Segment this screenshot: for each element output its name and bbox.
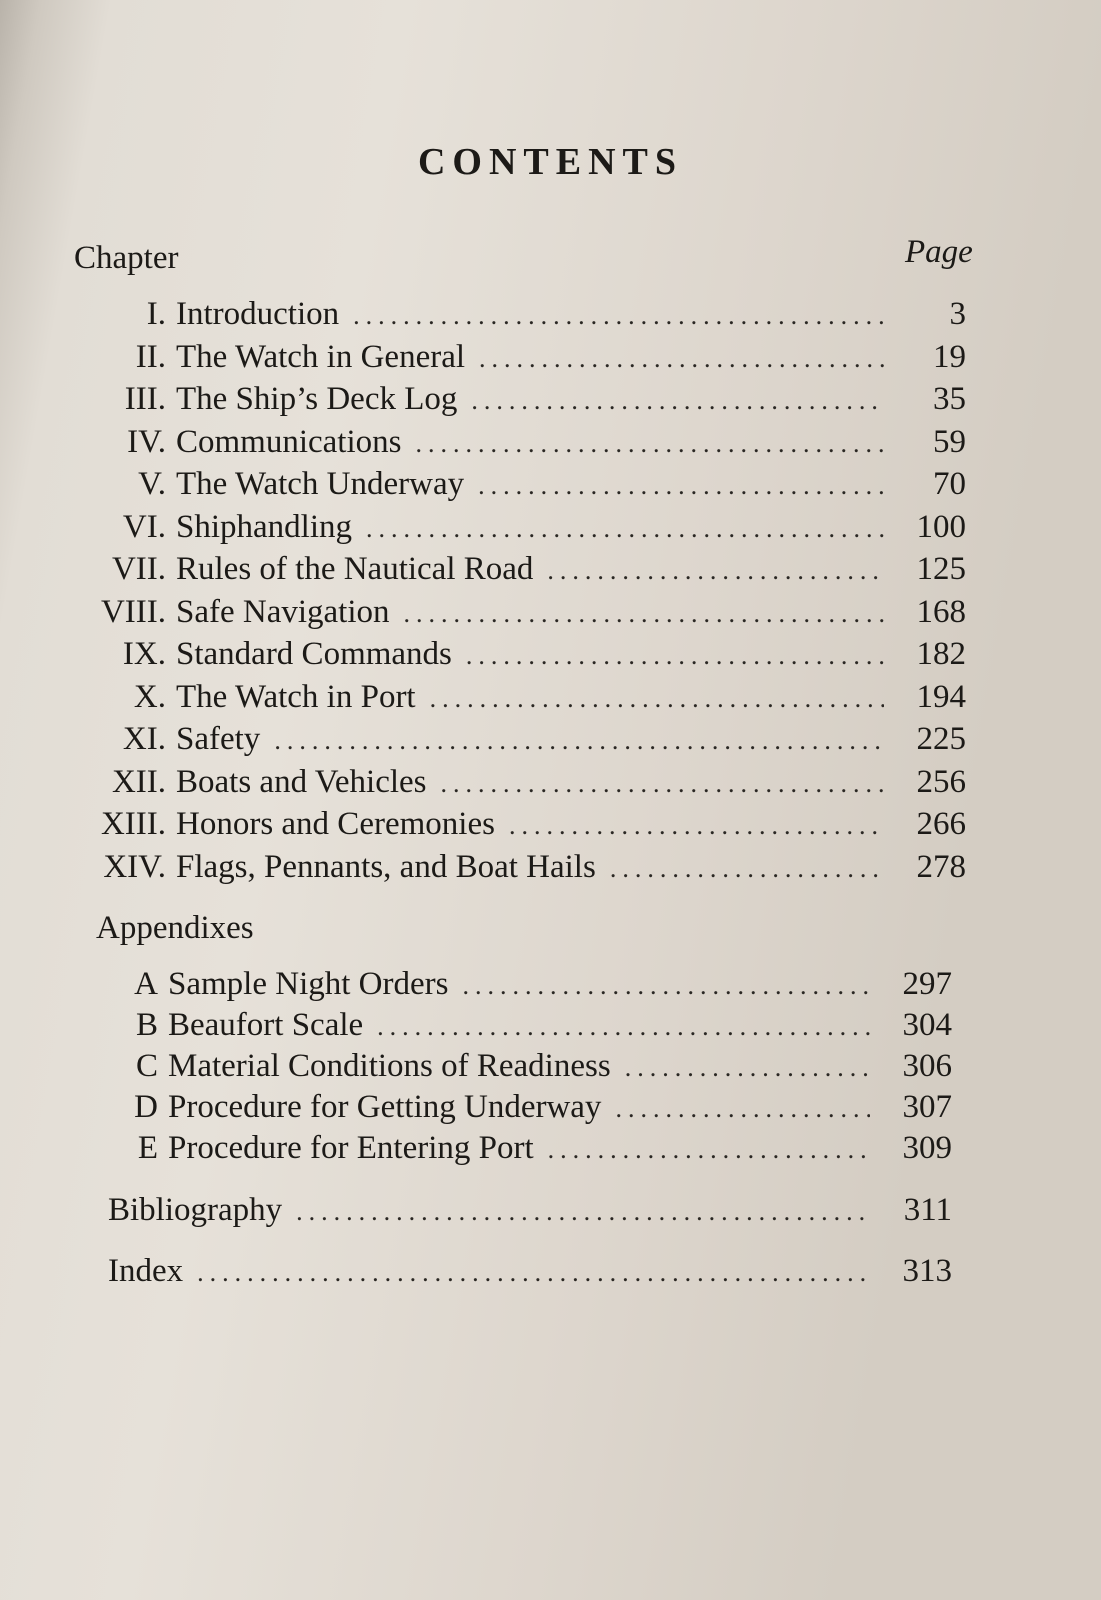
entry-title: Flags, Pennants, and Boat Hails <box>176 848 596 885</box>
appendix-entry <box>128 966 952 1006</box>
entry-title: Shiphandling <box>176 508 353 545</box>
entry-number: XIII. <box>100 806 166 842</box>
entry-page-number: 194 <box>916 678 966 715</box>
dot-leader <box>441 769 884 799</box>
dot-leader <box>615 1094 870 1124</box>
appendixes-heading: Appendixes <box>96 910 254 946</box>
entry-title: The Watch in Port <box>176 678 416 715</box>
entry-number: X. <box>133 678 166 715</box>
chapter-entry <box>84 339 966 379</box>
entry-number: VIII. <box>100 593 166 630</box>
entry-page-number: 306 <box>902 1048 952 1084</box>
entry-title: Standard Commands <box>176 636 452 672</box>
entry-number: IX. <box>122 636 166 672</box>
entry-number: IV. <box>127 423 166 460</box>
appendix-entry <box>128 1130 952 1170</box>
entry-page-number: 256 <box>916 763 966 800</box>
entry-title: The Ship’s Deck Log <box>176 381 458 417</box>
entry-page-number: 309 <box>902 1130 952 1166</box>
appendix-entry <box>128 1089 952 1129</box>
dot-leader <box>479 344 884 374</box>
chapter-entry <box>84 679 966 719</box>
entry-page-number: 35 <box>933 381 966 417</box>
entry-title: The Watch in General <box>176 338 466 375</box>
dot-leader <box>416 429 885 459</box>
chapter-entry <box>84 636 966 676</box>
entry-number: II. <box>135 338 166 375</box>
chapter-entry <box>84 594 966 634</box>
entry-title: Material Conditions of Readiness <box>168 1048 611 1084</box>
page-column-header: Page <box>905 234 973 270</box>
back-matter-entry <box>108 1253 952 1293</box>
entry-page-number: 313 <box>902 1253 952 1289</box>
appendix-entry <box>128 1007 952 1047</box>
entry-number: A <box>134 966 158 1002</box>
entry-number: VI. <box>122 508 166 545</box>
entry-title: Bibliography <box>108 1192 283 1228</box>
entry-title: Communications <box>176 423 402 460</box>
chapter-column-header: Chapter <box>74 240 179 276</box>
dot-leader <box>296 1197 870 1227</box>
entry-page-number: 266 <box>916 806 966 842</box>
entry-title: Safety <box>176 721 261 757</box>
entry-title: Beaufort Scale <box>168 1007 364 1043</box>
entry-number: XII. <box>111 763 166 800</box>
entry-title: The Watch Underway <box>176 466 465 502</box>
entry-page-number: 297 <box>902 966 952 1002</box>
chapter-entry <box>84 509 966 549</box>
back-matter-entry <box>108 1192 952 1232</box>
chapter-entry <box>84 764 966 804</box>
dot-leader <box>610 854 884 884</box>
dot-leader <box>366 514 884 544</box>
entry-number: XIV. <box>103 848 166 885</box>
entry-page-number: 307 <box>902 1089 952 1125</box>
dot-leader <box>430 684 884 714</box>
entry-page-number: 168 <box>916 593 966 630</box>
entry-page-number: 3 <box>949 296 966 332</box>
entry-title: Procedure for Entering Port <box>168 1130 534 1166</box>
entry-page-number: 182 <box>916 636 966 672</box>
dot-leader <box>471 386 884 416</box>
page-title: CONTENTS <box>417 141 684 183</box>
entry-number: D <box>134 1089 158 1125</box>
entry-title: Procedure for Getting Underway <box>168 1089 602 1125</box>
entry-page-number: 70 <box>933 466 966 502</box>
entry-title: Introduction <box>176 296 340 332</box>
dot-leader <box>197 1258 870 1288</box>
dot-leader <box>274 726 884 756</box>
entry-page-number: 311 <box>903 1192 952 1228</box>
entry-page-number: 59 <box>933 423 966 460</box>
entry-number: V. <box>138 466 166 502</box>
entry-page-number: 278 <box>916 848 966 885</box>
dot-leader <box>625 1053 870 1083</box>
dot-leader <box>466 641 884 671</box>
entry-page-number: 225 <box>916 721 966 757</box>
chapter-entry <box>84 849 966 889</box>
chapter-entry <box>84 424 966 464</box>
entry-title: Index <box>108 1253 184 1289</box>
chapter-entry <box>84 466 966 506</box>
appendix-entry <box>128 1048 952 1088</box>
entry-title: Rules of the Nautical Road <box>176 551 534 587</box>
entry-number: VII. <box>111 551 166 587</box>
dot-leader <box>547 556 884 586</box>
dot-leader <box>478 471 884 501</box>
entry-number: E <box>137 1130 158 1166</box>
entry-number: III. <box>124 381 166 417</box>
chapter-entry <box>84 551 966 591</box>
chapter-entry <box>84 296 966 336</box>
entry-page-number: 125 <box>916 551 966 587</box>
chapter-entry <box>84 806 966 846</box>
dot-leader <box>404 599 884 629</box>
dot-leader <box>509 811 884 841</box>
entry-title: Honors and Ceremonies <box>176 806 495 842</box>
dot-leader <box>548 1135 870 1165</box>
entry-title: Sample Night Orders <box>168 966 449 1002</box>
entry-number: I. <box>146 296 166 332</box>
dot-leader <box>353 301 884 331</box>
entry-page-number: 100 <box>916 508 966 545</box>
chapter-entry <box>84 381 966 421</box>
chapter-entry <box>84 721 966 761</box>
entry-number: B <box>135 1007 158 1043</box>
entry-title: Safe Navigation <box>176 593 390 630</box>
dot-leader <box>377 1012 870 1042</box>
entry-title: Boats and Vehicles <box>176 763 427 800</box>
entry-number: XI. <box>122 721 166 757</box>
entry-number: C <box>135 1048 158 1084</box>
entry-page-number: 19 <box>933 338 966 375</box>
dot-leader <box>462 971 870 1001</box>
entry-page-number: 304 <box>902 1007 952 1043</box>
